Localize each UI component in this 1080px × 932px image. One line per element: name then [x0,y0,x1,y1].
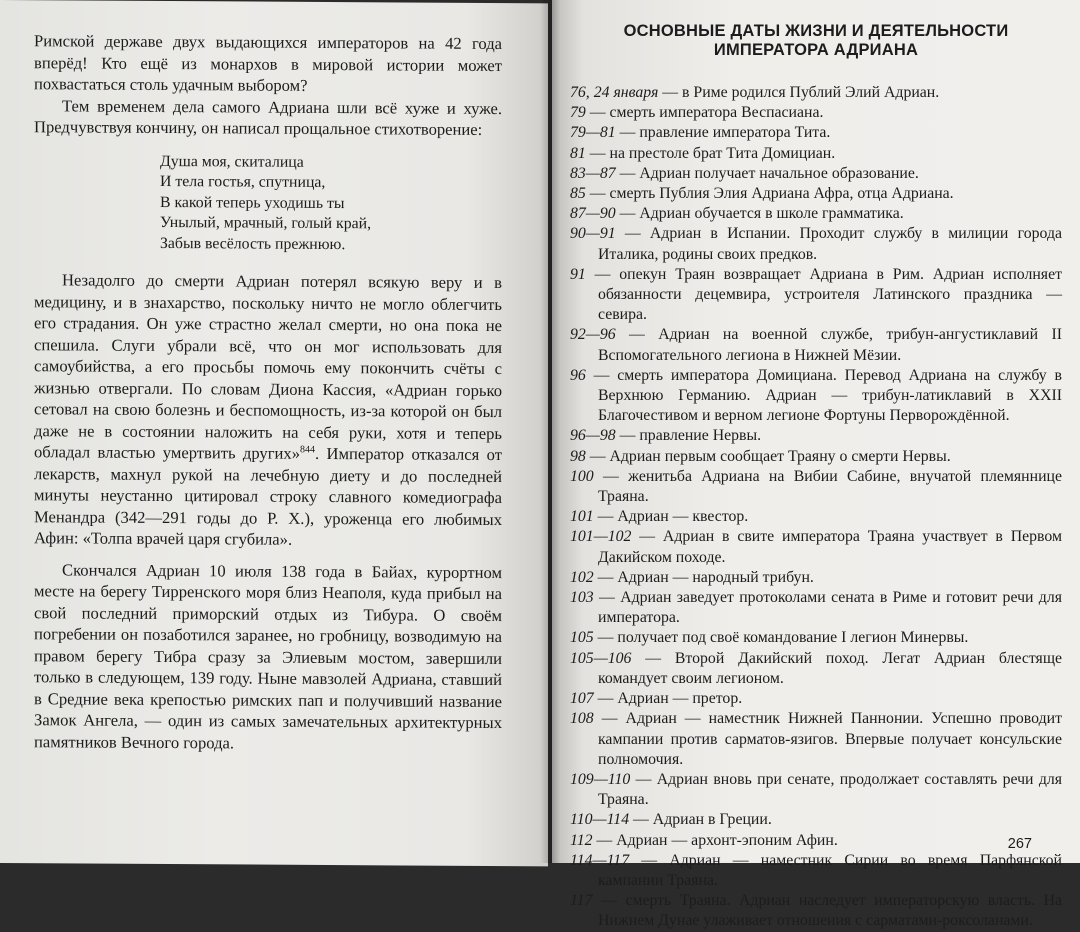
poem-line: Забыв весёлость прежнюю. [160,234,346,253]
paragraph-3-tail: . Император отказался от лекарств, махнул рукой на лечебную диету и до последней минуты неустанно цитировал строку славного комедиографа Менандра (342—291 годы до Р. Х.), уроженца его любимых Афин: «Толпа врачей царя сгубила». [34,443,502,549]
entry-text: — на престоле брат Тита Домициан. [585,144,836,162]
entry-text: — опекун Траян возвращает Адриана в Рим. Адриан исполняет обязанности децемвира, устроителя Латинского праздника — севира. [585,265,1062,324]
entry-date: 87—90 [570,205,616,223]
chronology-entry [570,426,1062,446]
poem-line: Душа моя, скиталица [160,152,304,171]
chronology-entry [570,628,1062,648]
page-number: 267 [1007,836,1032,852]
entry-date: 107 [570,690,594,708]
entry-date: 114—117 [570,851,630,869]
entry-text: — Адриан — народный трибун. [593,568,814,586]
chronology-entry [570,588,1062,628]
left-page [0,0,548,866]
entry-text: — Адриан заведует протоколами сената в Риме и готовит речи для императора. [593,589,1062,627]
chronology-entry [570,831,1062,851]
entry-text: — Адриан в свите императора Траяна участвует в Первом Дакийском походе. [598,528,1062,566]
entry-date: 76, 24 января [570,84,659,101]
chronology-entry [570,265,1062,326]
chronology-entry [570,83,1062,103]
entry-text: — смерть императора Домициана. Перевод Адриана на службу в Верхнюю Германию. Адриан — трибун-латиклавий в XXII Благочестивом и верном легионе Фортуны Перворождённой. [585,366,1062,425]
chronology-entry [570,366,1062,427]
entry-text: — смерть Траяна. Адриан наследует императорскую власть. На Нижнем Дунае улаживает отношения с сарматами-роксоланами. [592,892,1062,930]
entry-date: 98 [570,447,586,465]
poem-line: Унылый, мрачный, голый край, [160,213,372,233]
chronology-entry [570,103,1062,123]
entry-date: 96—98 [570,427,616,445]
entry-text: — смерть императора Веспасиана. [585,104,824,122]
right-page [552,0,1080,930]
entry-text: — получает под своё командование I легион Минервы. [593,629,969,647]
chronology-entries [570,83,1062,932]
entry-date: 79 [570,104,586,122]
entry-text: — Адриан — квестор. [593,508,749,526]
chronology-entry [570,184,1062,204]
entry-date: 83—87 [570,164,616,182]
paragraph-4: Скончался Адриан 10 июля 138 года в Байах, курортном месте на берегу Тирренского моря близ Неаполя, куда прибыл на свой последний приморский отдых из Тибура. О своём погребении он позаботился заранее, но гробницу, возводимую на правом берегу Тибра сразу за Элиевым мостом, завершили только в следующем, 139 году. Ныне мавзолей Адриана, ставший в Средние века крепостью римских пап и получивший название Замок Ангела, — один из самых замечательных архитектурных памятников Вечного города. [34,559,502,752]
chronology-entry [570,689,1062,709]
entry-text: — смерть Публия Элия Адриана Афра, отца Адриана. [585,185,954,203]
entry-text: — Адриан в Испании. Проходит службу в милиции города Италика, родины своих предков. [598,225,1062,263]
chronology-entry [570,568,1062,588]
chronology-entry [570,709,1062,770]
entry-text: — правление императора Тита. [615,124,831,142]
chronology-entry [570,851,1062,891]
entry-date: 102 [570,568,594,586]
chronology-entry [570,164,1062,184]
chronology-entry [570,123,1062,143]
entry-text: — Адриан в Греции. [629,811,772,829]
entry-date: 81 [570,144,586,162]
entry-date: 92—96 [570,326,616,344]
entry-date: 112 [570,831,593,849]
entry-date: 101 [570,508,594,526]
chronology-entry [570,507,1062,527]
chronology-entry [570,770,1062,810]
entry-text: — Адриан на военной службе, трибун-ангустиклавий II Вспомогательного легиона в Нижней Мёзии. [598,326,1062,364]
chronology-entry [570,325,1062,365]
entry-text: — Второй Дакийский поход. Легат Адриан блестяще командует своим легионом. [598,649,1062,687]
entry-date: 109—110 [570,770,631,788]
entry-text: — Адриан получает начальное образование. [615,164,919,182]
poem-line: И тела гостья, спутница, [160,172,326,191]
entry-date: 105 [570,629,594,647]
book-gutter [540,0,560,863]
heading-line-2: ИМПЕРАТОРА АДРИАНА [713,41,919,59]
chronology-entry [570,467,1062,507]
chronology-entry [570,447,1062,467]
entry-date: 117 [570,892,593,910]
entry-date: 103 [570,589,594,607]
paragraph-2: Тем временем дела самого Адриана шли всё хуже и хуже. Предчувствуя кончину, он написал прощальное стихотворение: [34,95,502,139]
entry-date: 105—106 [570,649,632,667]
entry-date: 79—81 [570,124,616,142]
entry-date: 101—102 [570,528,632,546]
entry-date: 110—114 [570,811,630,829]
chronology-entry [570,224,1062,264]
entry-date: 91 [570,265,586,283]
entry-text: — в Риме родился Публий Элий Адриан. [658,84,940,101]
entry-date: 96 [570,366,586,384]
paragraph-3-body: Незадолго до смерти Адриан потерял всякую веру и в медицину, и в знахарство, поскольку ничто не могло облегчить его страдания. Он уже страстно желал смерти, но она пока не спешила. Слуги убрали всё, что он мог использовать для самоубийства, а его просьбы помочь ему покончить счёты с жизнью отвергали. По словам Диона Кассия, «Адриан горько сетовал на свою болезнь и беспомощность, из-за которой он был даже не в состоянии наложить на себя руки, хотя и теперь обладал властью умертвить других» [34,270,502,463]
chronology-entry [570,144,1062,164]
entry-text: — Адриан — наместник Сирии во время Парфянской кампании Траяна. [598,851,1062,889]
chronology-entry [570,649,1062,689]
heading-line-1: ОСНОВНЫЕ ДАТЫ ЖИЗНИ И ДЕЯТЕЛЬНОСТИ [623,22,1009,40]
entry-date: 90—91 [570,225,616,243]
entry-text: — Адриан первым сообщает Траяну о смерти Нервы. [585,447,951,465]
entry-text: — Адриан — наместник Нижней Паннонии. Успешно проводит кампании против сарматов-язигов. Впервые получает консульские полномочия. [593,710,1062,768]
left-page-text [34,30,502,755]
chronology-entry [570,527,1062,567]
entry-text: — Адриан вновь при сенате, продолжает составлять речи для Траяна. [598,770,1062,809]
entry-text: — правление Нервы. [615,427,762,445]
entry-date: 108 [570,710,594,728]
chronology [570,22,1062,932]
entry-date: 85 [570,185,586,203]
poem-line: В какой теперь уходишь ты [160,193,345,212]
entry-text: — женитьба Адриана на Вибии Сабине, внучатой племяннице Траяна. [593,467,1062,506]
chronology-entry [570,204,1062,224]
footnote-marker: 844 [300,444,316,456]
chronology-heading [570,22,1062,60]
chronology-entry [570,810,1062,830]
entry-date: 100 [570,467,594,485]
entry-text: — Адриан обучается в школе грамматика. [615,205,904,223]
paragraph-1: Римской державе двух выдающихся императоров на 42 года вперёд! Кто ещё из монархов в мировой истории может похвастаться столь удачным выбором? [34,31,502,95]
paragraph-3 [34,269,502,551]
chronology-entry [570,891,1062,931]
entry-text: — Адриан — архонт-эпоним Афин. [592,831,838,849]
entry-text: — Адриан — претор. [593,690,743,708]
poem [160,151,502,256]
